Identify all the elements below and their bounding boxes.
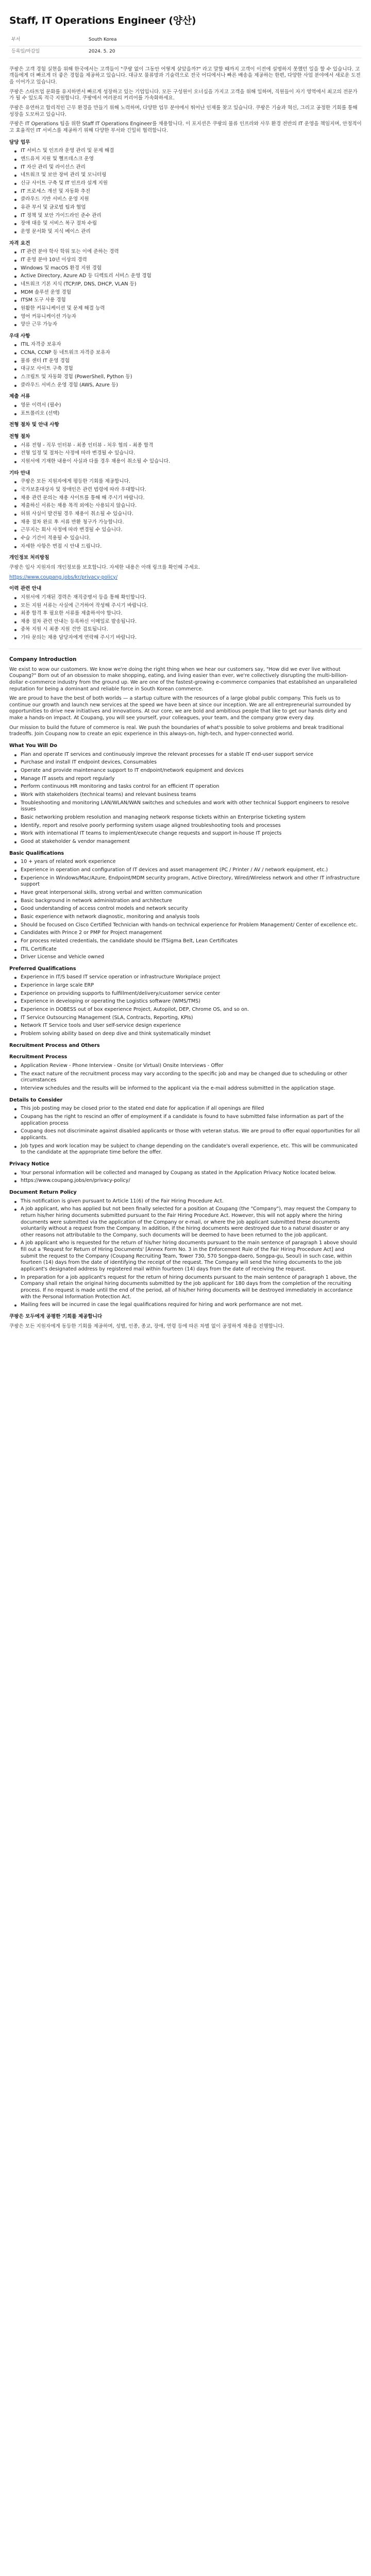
list-item: 포트폴리오 (선택) — [9, 411, 362, 417]
list-item: 제출하신 서류는 채용 목적 외에는 사용되지 않습니다. — [9, 503, 362, 510]
section-heading: Preferred Qualifications — [9, 965, 76, 972]
section-heading: 이력 관련 안내 — [9, 586, 42, 592]
list-item: Driver License and Vehicle owned — [9, 954, 362, 961]
list-item: Experience on providing supports to fulfillment/delivery/customer service center — [9, 991, 362, 997]
list-item: Should be focused on Cisco Certified Technician with hands-on technical experience for Problem Management/ Center of excellence etc. — [9, 922, 362, 929]
meta-label: 등록일/마감일 — [9, 46, 87, 58]
list-item: A job applicant who is requested for the return of his/her hiring documents pursuant to the main sentence of paragraph 1 above should fill out a 'Request for Return of Hiring Documents' [Annex Form No. 3 in the Enforcement Rule of the Fair Hiring Procedure Act] and submit the request to the Company (Coupang Recruiting Team, Tower 730, 570 Songpa-daero, Songpa-gu, Seoul) in such case, within fourteen (14) days from the date of identifying the receipt of the request. The Company will send the hiring documents to the job applicant's designated address by registered mail within fourteen (14) days from the date of receiving the request. — [9, 1240, 362, 1273]
list-item: CCNA, CCNP 등 네트워크 자격증 보유자 — [9, 350, 362, 357]
section-heading: 쿠팡은 모두에게 공평한 기회를 제공합니다 — [9, 1314, 103, 1320]
list-item: 영어 커뮤니케이션 가능자 — [9, 314, 362, 320]
list-item: In preparation for a job applicant's request for the return of hiring documents pursuant to the main sentence of paragraph 1 above, the Company shall retain the original hiring documents submitted by the job applicant for 180 days from the completion of the recruiting process. If no request is made until the end of the period, all of his/her hiring documents will be destroyed immediately in accordance with the Personal Information Protection Act. — [9, 1275, 362, 1301]
list-item: 채용 절차 관련 안내는 등록하신 이메일로 발송됩니다. — [9, 619, 362, 625]
list-item: Perform continuous HR monitoring and tasks control for an efficient IT operation — [9, 784, 362, 790]
list-item: Basic networking problem resolution and managing network response tickets within an Enterprise ticketing system — [9, 815, 362, 821]
list-item: https://www.coupang.jobs/en/privacy-policy/ — [9, 1178, 362, 1184]
section-heading: 담당 업무 — [9, 139, 30, 145]
responsibilities-list — [9, 148, 362, 235]
list-item: 운영 문서화 및 지식 베이스 관리 — [9, 229, 362, 235]
list-item: Coupang has the right to rescind an offer of employment if a candidate is found to have submitted false information as part of the application process — [9, 1114, 362, 1127]
section-heading: Company Introduction — [9, 656, 77, 663]
list-item: IT 자산 관리 및 라이선스 관리 — [9, 164, 362, 171]
section-heading: 전형 절차 및 안내 사항 — [9, 422, 59, 428]
list-item: 중복 지원 시 최종 지원 건만 검토됩니다. — [9, 626, 362, 633]
preferred-list — [9, 342, 362, 388]
list-item: The exact nature of the recruitment process may vary according to the specific job and may be changed due to scheduling or other circumstances — [9, 1071, 362, 1084]
list-item: 최종 합격 후 필요한 서류를 제출하셔야 합니다. — [9, 611, 362, 617]
list-item: Network IT Service tools and User self-service design experience — [9, 1023, 362, 1029]
list-item: Work with stakeholders (technical teams) and relevant business teams — [9, 792, 362, 799]
list-item: Interview schedules and the results will be informed to the applicant via the e-mail address submitted in the application stage. — [9, 1086, 362, 1092]
closing-note: 쿠팡은 모든 지원자에게 동등한 기회를 제공하며, 성별, 인종, 종교, 장애, 연령 등에 따른 차별 없이 공정하게 채용을 진행합니다. — [9, 1323, 284, 1329]
intro-paragraph: 쿠팡은 유연하고 합리적인 근무 환경을 만들기 위해 노력하며, 다양한 업무 분야에서 뛰어난 인재를 찾고 있습니다. 쿠팡은 기술과 혁신, 그리고 공정한 기회를 통해 성장을 도모하고 있습니다. — [9, 105, 358, 117]
meta-value: South Korea — [87, 35, 362, 46]
list-item: 원활한 커뮤니케이션 및 문제 해결 능력 — [9, 306, 362, 312]
page-title: Staff, IT Operations Engineer (양산) — [9, 15, 196, 26]
section-heading: What You Will Do — [9, 743, 57, 749]
list-item: Purchase and install IT endpoint devices, Consumables — [9, 759, 362, 766]
list-item: 전형 일정 및 절차는 사정에 따라 변경될 수 있습니다. — [9, 450, 362, 457]
list-item: 클라우드 기반 서비스 운영 지원 — [9, 196, 362, 203]
section-heading: 제출 서류 — [9, 394, 30, 400]
list-item: 클라우드 서비스 운영 경험 (AWS, Azure 등) — [9, 382, 362, 389]
list-item: Troubleshooting and monitoring LAN/WLAN/WAN switches and schedules and work with other technical Support engineers to resolve issues — [9, 800, 362, 813]
meta-label: 부서 — [9, 35, 87, 46]
section-heading: 자격 요건 — [9, 240, 30, 246]
list-item: 신규 사이트 구축 및 IT 인프라 설계 지원 — [9, 180, 362, 187]
section-heading: Document Return Policy — [9, 1189, 77, 1195]
list-item: Experience in large scale ERP — [9, 982, 362, 989]
list-item: ITIL Certificate — [9, 946, 362, 953]
list-item: Problem solving ability based on deep dive and think systematically mindset — [9, 1031, 362, 1038]
preferred-qualifications-list — [9, 974, 362, 1037]
list-item: MDM 솔루션 운영 경험 — [9, 290, 362, 296]
list-item: IT Service Outsourcing Management (SLA, Contracts, Reporting, KPIs) — [9, 1015, 362, 1022]
list-item: 엔드유저 지원 및 헬프데스크 운영 — [9, 156, 362, 163]
section-heading: Details to Consider — [9, 1097, 63, 1103]
list-item: 자세한 사항은 면접 시 안내 드립니다. — [9, 544, 362, 550]
list-item: Active Directory, Azure AD 등 디렉토리 서비스 운영 경험 — [9, 273, 362, 280]
list-item: 채용 절차 완료 후 서류 반환 청구가 가능합니다. — [9, 519, 362, 526]
list-item: 국가보훈대상자 및 장애인은 관련 법령에 따라 우대합니다. — [9, 487, 362, 494]
english-description — [9, 656, 362, 1330]
qualifications-list — [9, 249, 362, 328]
privacy-policy-link[interactable]: https://www.coupang.jobs/kr/privacy-policy/ — [9, 574, 118, 580]
section-heading: 우대 사항 — [9, 333, 30, 339]
process-list — [9, 443, 362, 465]
list-item: 서류 전형 - 직무 인터뷰 - 최종 인터뷰 - 처우 협의 - 최종 합격 — [9, 443, 362, 449]
list-item: Experience in developing or operating the Logistics software (WMS/TMS) — [9, 998, 362, 1005]
company-paragraph: Our mission to build the future of commerce is real. We push the boundaries of what's possible to solve problems and break traditional tradeoffs. Join Coupang now to create an epic experience in this always-on, high-tech, and hyper-connected world. — [9, 724, 344, 737]
korean-description — [9, 66, 362, 641]
list-item: 10 + years of related work experience — [9, 859, 362, 866]
notice-list — [9, 479, 362, 550]
list-item: IT 관련 분야 학사 학위 또는 이에 준하는 경력 — [9, 249, 362, 256]
list-item: Manage IT assets and report regularly — [9, 776, 362, 783]
privacy-text: 쿠팡은 입사 지원자의 개인정보를 보호합니다. 자세한 내용은 아래 링크를 확인해 주세요. — [9, 564, 200, 570]
job-meta-table — [9, 35, 362, 58]
list-item: 물류 센터 IT 운영 경험 — [9, 358, 362, 365]
intro-paragraph: 쿠팡은 IT Operations 팀을 위한 Staff IT Operations Engineer를 채용합니다. 이 포지션은 쿠팡의 물류 인프라와 사무 환경 전반의 IT 운영을 책임지며, 안정적이고 효율적인 IT 서비스를 제공하기 위해 다양한 부서와 긴밀히 협력합니다. — [9, 121, 362, 134]
documents-list — [9, 402, 362, 417]
list-item: Experience in Windows/Mac/Azure, Endpoint/MDM security program, Active Directory, Wired/Wireless network and other IT infrastructure support — [9, 875, 362, 888]
meta-row-date — [9, 46, 362, 58]
list-item: Job types and work location may be subject to change depending on the candidate's overall experience, etc. This will be communicated to the candidate at the appropriate time before the offer. — [9, 1143, 362, 1156]
basic-qualifications-list — [9, 859, 362, 961]
intro-paragraph: 쿠팡은 고객 경험 실현을 위해 한국에서는 고객들이 "쿠팡 없이 그동안 어떻게 살았을까?" 라고 말할 때까지 고객이 이전에 설명하지 못했던 일을 할 수 있습니다. 고객들에게 더 빠르게 더 좋은 경험을 제공하고 있습니다. 대규모 물류망과 기술력으로 전국 어디에서나 빠른 배송을 제공하는 한편, 다양한 사업 분야에서 새로운 도전을 이어가고 있습니다. — [9, 66, 361, 86]
list-item: 허위 사실이 발견될 경우 채용이 취소될 수 있습니다. — [9, 511, 362, 518]
list-item: 대규모 사이트 구축 경험 — [9, 366, 362, 372]
list-item: 네트워크 기본 지식 (TCP/IP, DNS, DHCP, VLAN 등) — [9, 281, 362, 288]
list-item: Plan and operate IT services and continuously improve the relevant processes for a stable IT end-user support service — [9, 752, 362, 758]
list-item: Good at stakeholder & vendor management — [9, 839, 362, 845]
section-heading: 기타 안내 — [9, 470, 30, 476]
list-item: Good understanding of access control models and network security — [9, 906, 362, 912]
list-item: Your personal information will be collected and managed by Coupang as stated in the Application Privacy Notice located below. — [9, 1170, 362, 1177]
details-list — [9, 1106, 362, 1156]
list-item: Have great interpersonal skills, strong verbal and written communication — [9, 890, 362, 896]
what-you-will-do-list — [9, 752, 362, 845]
list-item: 영문 이력서 (필수) — [9, 402, 362, 409]
list-item: Experience in operation and configuration of IT devices and asset management (PC / Printer / AV / network equipment, etc.) — [9, 867, 362, 874]
list-item: This job posting may be closed prior to the stated end date for application if all openings are filled — [9, 1106, 362, 1112]
list-item: 스크립트 및 자동화 경험 (PowerShell, Python 등) — [9, 374, 362, 381]
list-item: 지원서에 기재된 경력은 재직증명서 등을 통해 확인합니다. — [9, 595, 362, 601]
privacy-list — [9, 1170, 362, 1184]
list-item: For process related credentials, the candidate should be ITSigma Belt, Lean Certificates — [9, 938, 362, 945]
section-subheading: Recruitment Process — [9, 1054, 68, 1060]
section-heading: Privacy Notice — [9, 1161, 49, 1167]
list-item: Application Review - Phone Interview - Onsite (or Virtual) Onsite Interviews - Offer — [9, 1063, 362, 1070]
list-item: Identify, report and resolve poorly performing system usage aligned troubleshooting tools and processes — [9, 823, 362, 829]
list-item: 수습 기간이 적용될 수 있습니다. — [9, 535, 362, 542]
list-item: This notification is given pursuant to Article 11(6) of the Fair Hiring Procedure Act. — [9, 1198, 362, 1205]
document-return-list — [9, 1198, 362, 1309]
list-item: 기타 문의는 채용 담당자에게 연락해 주시기 바랍니다. — [9, 635, 362, 641]
list-item: Experience in DOBESS out of box experience Project, Autopilot, DEP, Chrome OS, and so on. — [9, 1007, 362, 1013]
section-subheading: 전형 절차 — [9, 434, 30, 440]
recruitment-process-list — [9, 1063, 362, 1092]
list-item: Candidates with Prince 2 or PMP for Project management — [9, 930, 362, 937]
meta-value: 2024. 5. 20 — [87, 46, 362, 58]
list-item: 채용 관련 문의는 채용 사이트를 통해 해 주시기 바랍니다. — [9, 495, 362, 502]
section-heading: 개인정보 처리방침 — [9, 555, 49, 561]
list-item: 장애 대응 및 서비스 복구 절차 수립 — [9, 221, 362, 227]
list-item: 모든 지원 서류는 사실에 근거하여 작성해 주시기 바랍니다. — [9, 603, 362, 609]
company-paragraph: We are proud to have the best of both worlds — a startup culture with the resources of a large global public company. This fuels us to continue our growth and launch new services at the speed we have been at since our inception. We are all entrepreneurial surrounded by opportunities to drive new initiatives and innovations. At our core, we are bold and ambitious people that like to get our hands dirty and make a hands-on impact. At Coupang, you will see yourself, your colleagues, your team, and the company grow every day. — [9, 696, 351, 721]
list-item: Windows 및 macOS 환경 지원 경험 — [9, 265, 362, 272]
list-item: 지원서에 기재한 내용이 사실과 다를 경우 채용이 취소될 수 있습니다. — [9, 459, 362, 465]
list-item: Coupang does not discriminate against disabled applicants or those with veteran status. We are proud to offer equal opportunities for all applicants. — [9, 1128, 362, 1141]
list-item: 네트워크 및 보안 장비 관리 및 모니터링 — [9, 172, 362, 179]
list-item: Basic background in network administration and architecture — [9, 898, 362, 905]
list-item: Experience in IT/S based IT service operation or infrastructure Workplace project — [9, 974, 362, 981]
list-item: 양산 근무 가능자 — [9, 321, 362, 328]
section-heading: Recruitment Process and Others — [9, 1042, 100, 1048]
list-item: 근무지는 회사 사정에 따라 변경될 수 있습니다. — [9, 527, 362, 534]
company-paragraph: We exist to wow our customers. We know we're doing the right thing when we hear our customers say, "How did we ever live without Coupang?" Born out of an obsession to make shopping, eating, and living easier than ever, we're collectively disrupting the multi-billion-dollar e-commerce industry from the ground up. We are one of the fastest-growing e-commerce companies that established an unparalleled reputation for being a dominant and reliable force in South Korean commerce. — [9, 666, 357, 692]
list-item: Work with international IT teams to implement/execute change requests and support in-house IT projects — [9, 831, 362, 837]
list-item: A job applicant, who has applied but not been finally selected for a position at Coupang (the "Company"), may request the Company to return his/her hiring documents submitted pursuant to the Fair Hiring Procedure Act. However, this will not apply where the hiring documents were submitted via the application of the Company or e-mail, or where the job applicant submitted these documents voluntarily without a request from the Company. In addition, if the hiring documents were destroyed due to a natural disaster or any other reasons not attributable to the Company, such documents will be deemed to have been returned to the job applicant. — [9, 1206, 362, 1239]
list-item: IT 정책 및 보안 가이드라인 준수 관리 — [9, 213, 362, 219]
list-item: 쿠팡은 모든 지원자에게 평등한 기회를 제공합니다. — [9, 479, 362, 485]
list-item: IT 서비스 및 인프라 운영 관리 및 문제 해결 — [9, 148, 362, 155]
intro-paragraph: 쿠팡은 스타트업 문화를 유지하면서 빠르게 성장하고 있는 기업입니다. 모든 구성원이 오너십을 가지고 고객을 위해 일하며, 직원들이 자기 영역에서 최고의 전문가가 될 수 있도록 적극 지원합니다. 쿠팡에서 여러분의 커리어를 가속화하세요. — [9, 89, 358, 101]
section-heading: Basic Qualifications — [9, 850, 64, 856]
list-item: Operate and provide maintenance support to IT endpoint/network equipment and devices — [9, 768, 362, 774]
list-item: ITSM 도구 사용 경험 — [9, 297, 362, 304]
list-item: Basic experience with network diagnostic, monitoring and analysis tools — [9, 914, 362, 921]
list-item: Mailing fees will be incurred in case the legal qualifications required for hiring and work performance are not met. — [9, 1302, 362, 1309]
meta-row-department — [9, 35, 362, 46]
list-item: IT 프로세스 개선 및 자동화 추진 — [9, 189, 362, 195]
list-item: ITIL 자격증 보유자 — [9, 342, 362, 348]
list-item: IT 운영 분야 10년 이상의 경력 — [9, 257, 362, 264]
list-item: 유관 부서 및 글로벌 팀과 협업 — [9, 205, 362, 211]
rules-list — [9, 595, 362, 641]
